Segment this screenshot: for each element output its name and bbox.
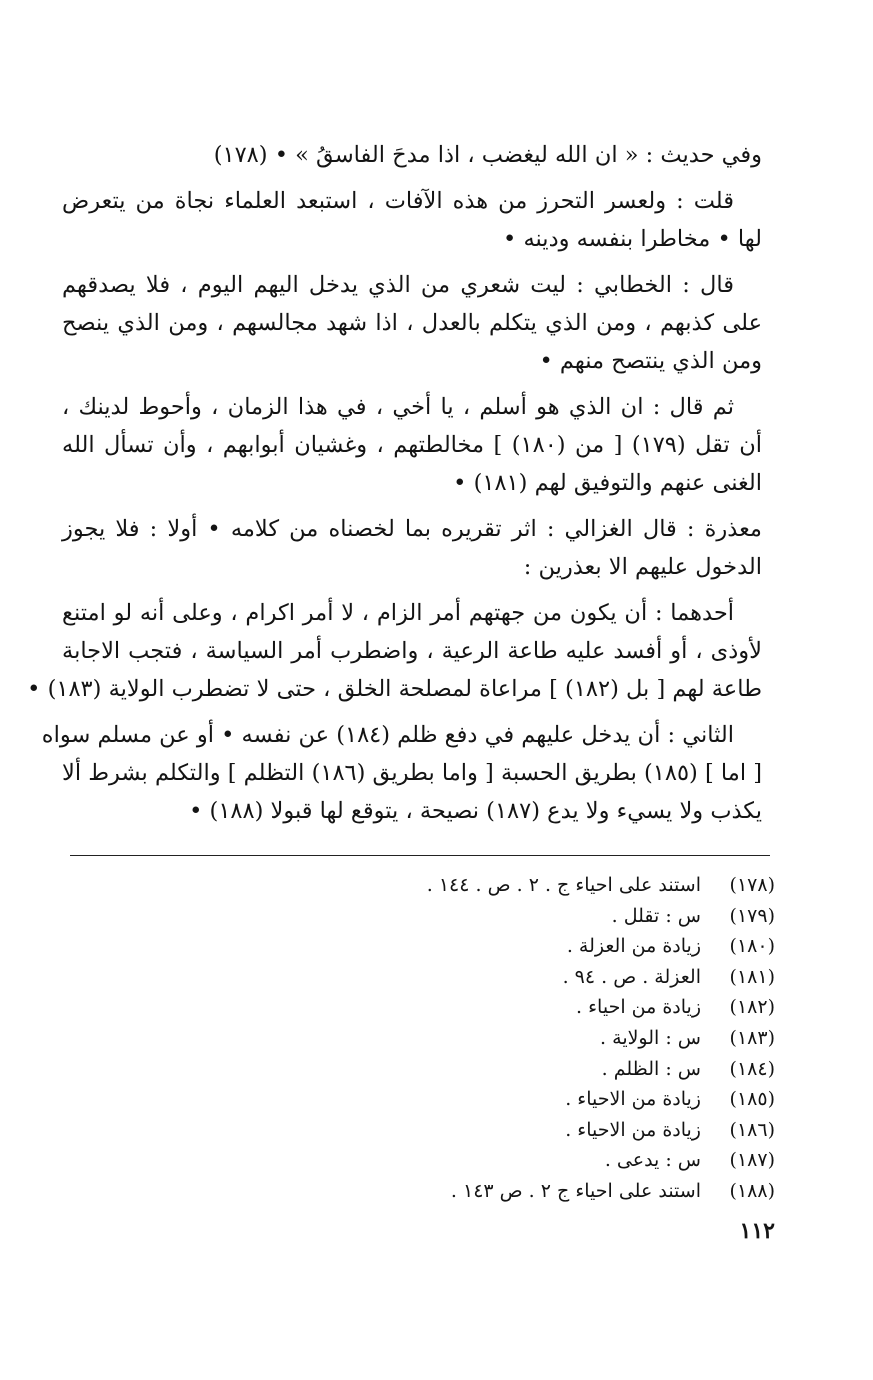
footnote-number: (١٨٦)	[729, 1118, 775, 1141]
paragraph-ahaduhuma	[27, 594, 762, 708]
footnote-text: زيادة من العزلة .	[566, 935, 701, 958]
page-number: ١١٢	[739, 1218, 775, 1244]
text-line: الدخول عليهم الا بعذرين :	[523, 554, 762, 580]
footnotes-list	[255, 870, 775, 1207]
text-line: الثاني : أن يدخل عليهم في دفع ظلم (١٨٤) عن نفسه • أو عن مسلم سواه	[41, 722, 734, 748]
footnote-text: استند على احياء ج ٢ . ص ١٤٣ .	[450, 1179, 701, 1202]
text-line: يكذب ولا يسيء ولا يدع (١٨٧) نصيحة ، يتوقع لها قبولا (١٨٨) •	[189, 798, 762, 824]
paragraph-khattabi	[62, 266, 762, 380]
footnote-item	[255, 931, 775, 962]
footnote-number: (١٨٣)	[729, 1026, 775, 1049]
footnote-divider	[70, 855, 770, 856]
main-text	[27, 136, 762, 838]
footnote-text: استند على احياء ج . ٢ . ص . ١٤٤ .	[426, 874, 701, 896]
footnote-item	[255, 992, 775, 1023]
footnote-number: (١٨٧)	[729, 1149, 775, 1172]
footnote-item	[255, 1084, 775, 1115]
text-line: وفي حديث : « ان الله ليغضب ، اذا مدحَ الفاسقُ » • (١٧٨)	[213, 142, 762, 168]
footnote-text: س : الظلم .	[601, 1057, 701, 1080]
text-line: لها • مخاطرا بنفسه ودينه •	[503, 226, 762, 252]
text-line: ثم قال : ان الذي هو أسلم ، يا أخي ، في هذا الزمان ، وأحوط لدينك ،	[62, 394, 734, 420]
footnote-text: س : الولاية .	[600, 1026, 701, 1049]
text-line: معذرة : قال الغزالي : اثر تقريره بما لخصناه من كلامه • أولا : فلا يجوز	[62, 516, 762, 542]
footnote-text: زيادة من الاحياء .	[565, 1118, 701, 1141]
text-line: أحدهما : أن يكون من جهتهم أمر الزام ، لا أمر اكرام ، وعلى أنه لو امتنع	[62, 600, 734, 626]
footnote-item	[255, 962, 775, 993]
footnote-item	[255, 1115, 775, 1146]
footnote-item	[255, 1176, 775, 1207]
text-line: قال : الخطابي : ليت شعري من الذي يدخل اليهم اليوم ، فلا يصدقهم	[62, 272, 734, 298]
footnote-text: زيادة من الاحياء .	[565, 1088, 701, 1111]
paragraph-maadhira	[62, 510, 762, 586]
text-line: على كذبهم ، ومن الذي يتكلم بالعدل ، اذا شهد مجالسهم ، ومن الذي ينصح	[62, 310, 762, 336]
footnote-item	[255, 1145, 775, 1176]
footnote-item	[255, 870, 775, 901]
footnote-number: (١٨١)	[729, 965, 775, 988]
footnote-item	[255, 901, 775, 932]
paragraph-thani	[41, 716, 762, 830]
footnote-text: س : تقلل .	[611, 904, 701, 927]
text-line: [ اما ] (١٨٥) بطريق الحسبة [ واما بطريق (١٨٦) التظلم ] والتكلم بشرط ألا	[62, 760, 762, 786]
text-line: ومن الذي ينتصح منهم •	[539, 348, 762, 374]
footnote-number: (١٨٠)	[729, 935, 775, 958]
footnote-item	[255, 1023, 775, 1054]
text-line: طاعة لهم [ بل (١٨٢) ] مراعاة لمصلحة الخلق ، حتى لا تضطرب الولاية (١٨٣) •	[27, 676, 762, 702]
text-line: قلت : ولعسر التحرز من هذه الآفات ، استبعد العلماء نجاة من يتعرض	[62, 188, 734, 214]
paragraph-qult	[62, 182, 762, 258]
footnote-text: العزلة . ص . ٩٤ .	[562, 965, 701, 988]
paragraph-thumma-qal	[62, 388, 762, 502]
footnote-number: (١٨٤)	[729, 1057, 775, 1080]
footnote-text: س : يدعى .	[604, 1149, 701, 1172]
footnote-number: (١٨٥)	[729, 1088, 775, 1111]
footnote-number: (١٨٢)	[729, 996, 775, 1019]
footnote-text: زيادة من احياء .	[576, 996, 701, 1019]
footnote-number: (١٧٩)	[729, 904, 775, 927]
footnote-number: (١٧٨)	[729, 874, 775, 896]
text-line: الغنى عنهم والتوفيق لهم (١٨١) •	[453, 470, 762, 496]
footnote-item	[255, 1054, 775, 1085]
paragraph-hadith	[62, 136, 762, 174]
footnote-number: (١٨٨)	[729, 1179, 775, 1202]
text-line: لأوذى ، أو أفسد عليه طاعة الرعية ، واضطرب أمر السياسة ، فتجب الاجابة	[62, 638, 762, 664]
text-line: أن تقل (١٧٩) [ من (١٨٠) ] مخالطتهم ، وغشيان أبوابهم ، وأن تسأل الله	[62, 432, 762, 458]
